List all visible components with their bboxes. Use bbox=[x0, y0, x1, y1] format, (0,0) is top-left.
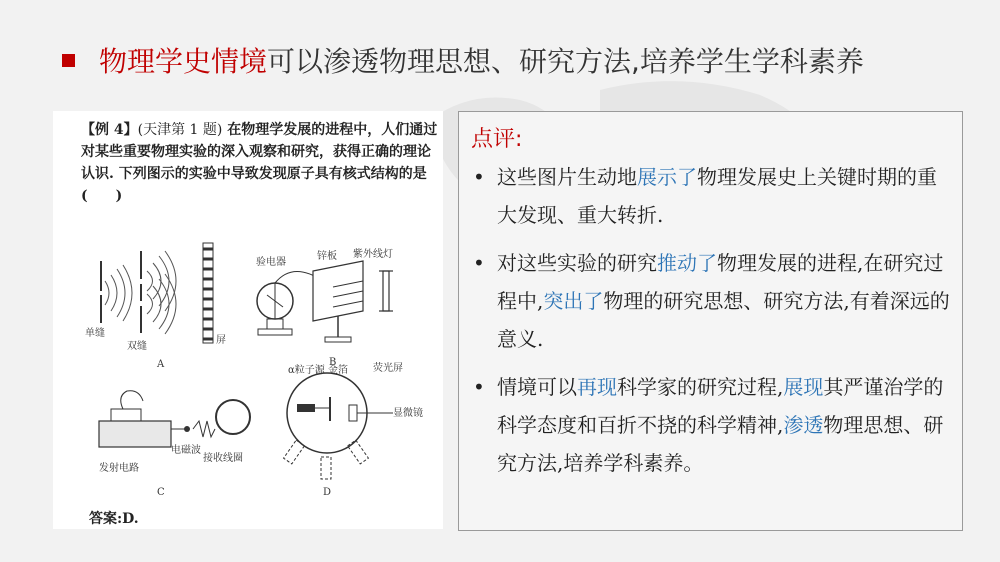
bullet-text: 情境可以 bbox=[497, 375, 577, 399]
highlight-verb: 再现 bbox=[577, 375, 617, 399]
example-source: (天津第 1 题) bbox=[137, 122, 223, 138]
fig-a-label-single-slit: 单缝 bbox=[85, 328, 105, 339]
example-question: 在物理学发展的进程中，人们通过对某些重要物理实验的深入观察和研究，获得正确的理论认识. 下列图示的实验中导致发现原子具有核式结构的是( ) bbox=[81, 122, 438, 204]
fig-a-label-double-slit: 双缝 bbox=[127, 341, 147, 352]
fig-b-label-zinc-plate: 锌板 bbox=[317, 251, 337, 262]
bullet-dot-icon: • bbox=[473, 165, 485, 189]
fig-b-label-electroscope: 验电器 bbox=[256, 257, 286, 268]
fig-d-label-alpha-source: α粒子源 bbox=[288, 365, 325, 376]
comment-title: 点评: bbox=[471, 127, 523, 152]
highlight-verb: 突出了 bbox=[543, 289, 604, 313]
example-tag: 【例 4】 bbox=[81, 122, 138, 138]
comment-bullet-item bbox=[473, 158, 953, 234]
bullet-dot-icon: • bbox=[473, 375, 485, 399]
highlight-verb: 展示了 bbox=[637, 165, 697, 189]
bullet-text: 物理发展史上关键时期的重大发现、重大转折. bbox=[497, 165, 937, 227]
fig-d-label-fluorescent-screen: 荧光屏 bbox=[373, 363, 403, 374]
bullet-text: 物理思想、研究方法,培养学科素养。 bbox=[497, 413, 944, 475]
fig-d-label-microscope: 显微镜 bbox=[393, 408, 423, 419]
fig-d-letter: D bbox=[323, 487, 332, 498]
slide-title bbox=[99, 40, 864, 80]
figure-d-rutherford bbox=[284, 361, 423, 498]
bullet-text: 科学家的研究过程, bbox=[617, 375, 784, 399]
fig-a-label-screen: 屏 bbox=[216, 335, 226, 346]
figure-b-photoelectric bbox=[256, 247, 393, 368]
example-problem-panel bbox=[53, 111, 443, 529]
fig-a-letter: A bbox=[157, 359, 165, 370]
fig-c-label-transmitter: 发射电路 bbox=[99, 463, 139, 474]
experiment-figures bbox=[53, 111, 443, 529]
figure-a-double-slit bbox=[85, 243, 226, 370]
highlight-verb: 渗透 bbox=[783, 413, 824, 437]
fig-c-letter: C bbox=[157, 487, 165, 498]
bullet-text: 其严谨治学的科学态度和百折不挠的科学精神, bbox=[497, 375, 944, 437]
fig-b-label-uv-lamp: 紫外线灯 bbox=[353, 249, 393, 260]
fig-c-label-receiver: 接收线圈 bbox=[203, 453, 243, 464]
fig-b-letter: B bbox=[329, 357, 337, 368]
example-answer: 答案:D. bbox=[89, 511, 139, 527]
bullet-text: 物理发展的进程,在研究过程中, bbox=[497, 251, 944, 313]
slide-title-row bbox=[62, 40, 864, 80]
comment-bullet-list bbox=[473, 158, 953, 492]
figure-c-em-wave bbox=[99, 391, 250, 498]
fig-d-label-gold-foil: 金箔 bbox=[328, 365, 348, 376]
bullet-dot-icon: • bbox=[473, 251, 485, 275]
comment-bullet-item bbox=[473, 368, 953, 482]
title-highlight: 物理学史情境 bbox=[99, 45, 268, 78]
bullet-text: 对这些实验的研究 bbox=[497, 251, 657, 275]
bullet-text: 这些图片生动地 bbox=[497, 165, 637, 189]
title-bullet-square-icon bbox=[62, 54, 75, 67]
highlight-verb: 展现 bbox=[783, 375, 824, 399]
fig-c-label-em-wave: 电磁波 bbox=[171, 445, 201, 456]
comment-panel bbox=[458, 111, 963, 531]
comment-bullet-item bbox=[473, 244, 953, 358]
highlight-verb: 推动了 bbox=[657, 251, 717, 275]
title-rest: 可以渗透物理思想、研究方法,培养学生学科素养 bbox=[267, 45, 864, 78]
bullet-text: 物理的研究思想、研究方法,有着深远的意义. bbox=[497, 289, 950, 351]
